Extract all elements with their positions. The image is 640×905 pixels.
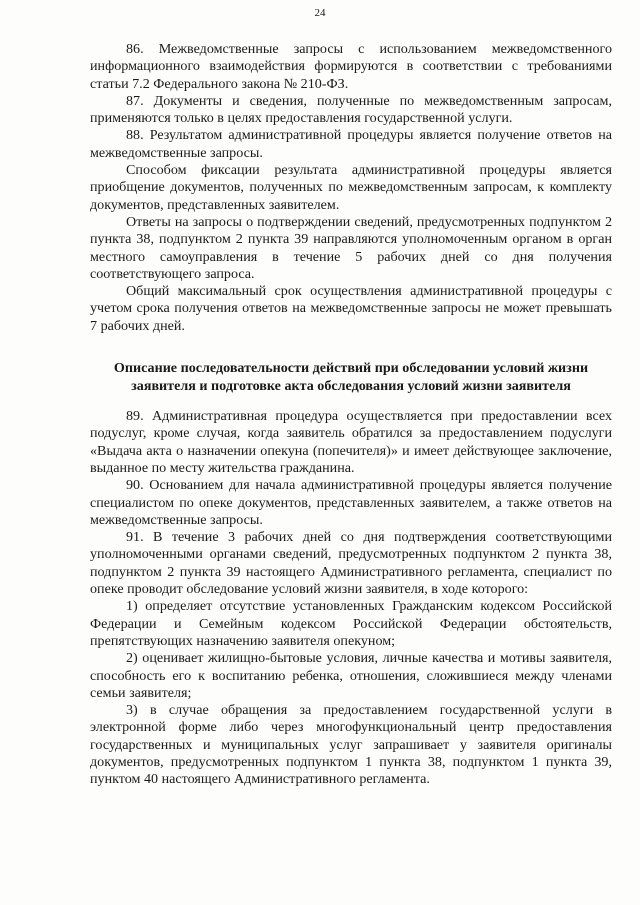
section-heading-line-1: Описание последовательности действий при обследовании условий жизни	[113, 360, 589, 377]
paragraph-88: 88. Результатом административной процедуры является получение ответов на межведомственные запросы.	[90, 127, 612, 161]
list-item-2: 2) оценивает жилищно-бытовые условия, личные качества и мотивы заявителя, способность его к воспитанию ребенка, отношения, сложившиеся между членами семьи заявителя;	[90, 650, 612, 701]
section-heading-line-2: заявителя и подготовке акта обследования условий жизни заявителя	[131, 377, 571, 394]
paragraph-90: 90. Основанием для начала административной процедуры является получение специалистом по опеке документов, представленных заявителем, а также ответов на межведомственные запросы.	[90, 477, 612, 528]
paragraph-responses: Ответы на запросы о подтверждении сведений, предусмотренных подпунктом 2 пункта 38, подпунктом 2 пункта 39 направляются уполномоченным органом в орган местного самоуправления в течение 5 рабочих дней со дня получения соответствующего запроса.	[90, 213, 612, 282]
page-number: 24	[314, 7, 326, 19]
paragraph-86: 86. Межведомственные запросы с использованием межведомственного информационного взаимодействия формируются в соответствии с требованиями статьи 7.2 Федерального закона № 210-ФЗ.	[90, 41, 612, 92]
paragraph-87: 87. Документы и сведения, полученные по межведомственным запросам, применяются только в целях предоставления государственной услуги.	[90, 92, 612, 127]
paragraph-fixation-method: Способом фиксации результата административной процедуры является приобщение документов, полученных по межведомственным запросам, к комплекту документов, представленных заявителем.	[90, 162, 612, 213]
list-item-3: 3) в случае обращения за предоставлением государственной услуги в электронной форме либо через многофункциональный центр предоставления государственных и муниципальных услуг запрашивает у заявителя оригиналы документов, предусмотренных подпунктом 1 пункта 38, подпунктом 1 пункта 39, пунктом 40 настоящего Административного регламента.	[90, 702, 612, 788]
paragraph-max-term: Общий максимальный срок осуществления административной процедуры с учетом срока получения ответов на межведомственные запросы не может превышать 7 рабочих дней.	[90, 283, 612, 334]
document-body	[90, 41, 612, 789]
list-item-1: 1) определяет отсутствие установленных Гражданским кодексом Российской Федерации и Семейным кодексом Российской Федерации обстоятельств, препятствующих назначению заявителя опекуном;	[90, 598, 612, 649]
paragraph-91: 91. В течение 3 рабочих дней со дня подтверждения соответствующими уполномоченными органами сведений, предусмотренных подпунктом 2 пункта 38, подпунктом 2 пункта 39 настоящего Административного регламента, специалист по опеке проводит обследование условий жизни заявителя, в ходе которого:	[90, 529, 612, 598]
section-heading	[90, 360, 612, 395]
paragraph-89: 89. Административная процедура осуществляется при предоставлении всех подуслуг, кроме случая, когда заявитель обратился за предоставлением подуслуги «Выдача акта о назначении опекуна (попечителя)» и имеет действующее заключение, выданное по месту жительства гражданина.	[90, 408, 612, 476]
